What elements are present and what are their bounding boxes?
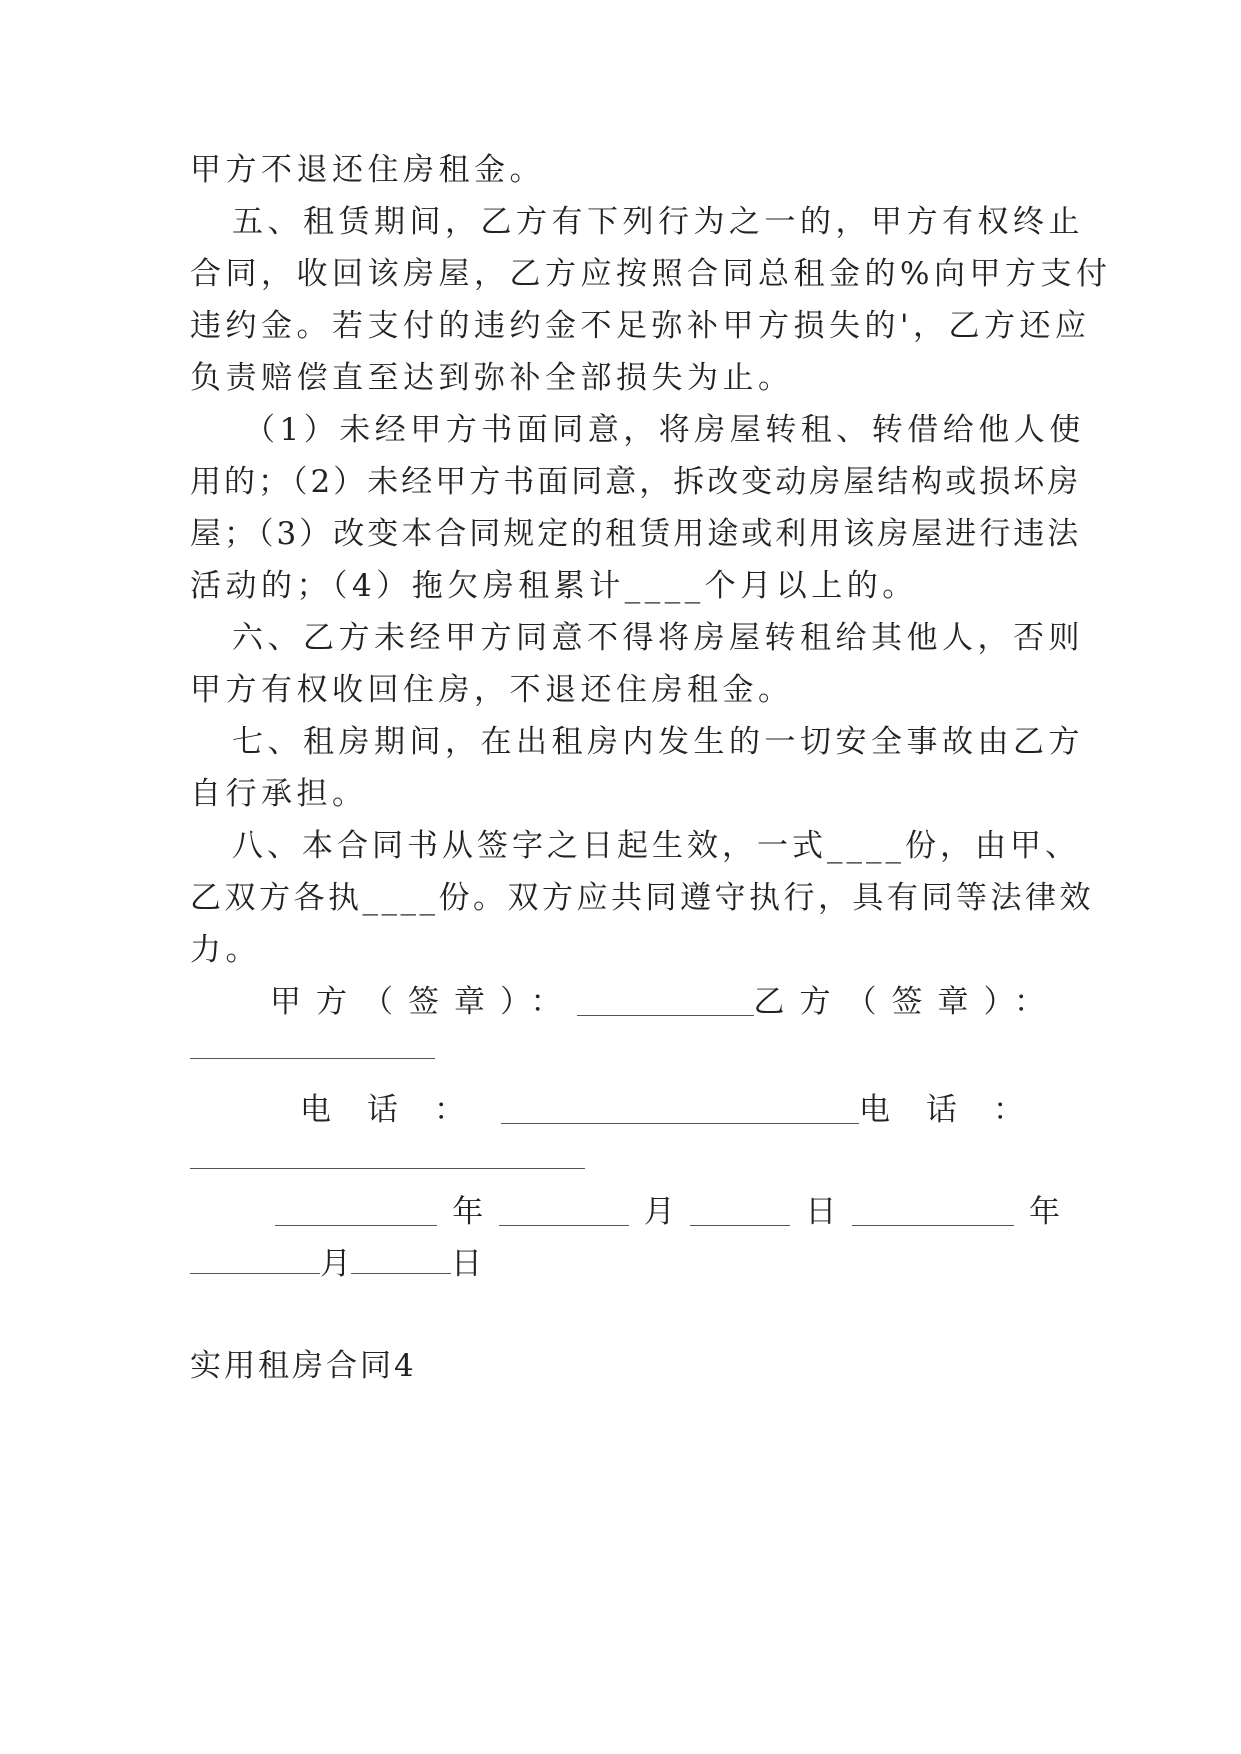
party-b-signature-label: 乙方（签章）：	[753, 984, 1060, 1020]
paragraph-line: 五、租赁期间，乙方有下列行为之一的，甲方有权终止	[232, 204, 1084, 240]
paragraph-line: 甲方不退还住房租金。	[190, 152, 545, 188]
paragraph-line: 乙双方各执____份。双方应共同遵守执行，具有同等法律效	[190, 880, 1094, 916]
year-blank	[852, 1199, 1014, 1226]
phone-row	[300, 1090, 1060, 1130]
party-b-phone-label: 电话：	[859, 1092, 1060, 1128]
paragraph-line: 负责赔偿直至达到弥补全部损失为止。	[190, 360, 794, 396]
date-row-continued	[190, 1244, 1060, 1284]
party-b-signature-blank	[190, 1058, 435, 1059]
year-label: 年	[1028, 1194, 1060, 1230]
day-label: 日	[451, 1246, 482, 1282]
paragraph-line: 自行承担。	[190, 776, 368, 812]
month-label: 月	[320, 1246, 351, 1282]
month-blank	[499, 1199, 629, 1226]
month-blank	[190, 1247, 320, 1274]
signature-row	[270, 982, 1060, 1022]
day-blank	[351, 1247, 451, 1274]
paragraph-line: 屋；（3）改变本合同规定的租赁用途或利用该房屋进行违法	[190, 516, 1082, 552]
paragraph-line: （1）未经甲方书面同意，将房屋转租、转借给他人使	[244, 412, 1085, 448]
paragraph-line: 用的；（2）未经甲方书面同意，拆改变动房屋结构或损坏房	[190, 464, 1082, 500]
paragraph-line: 合同，收回该房屋，乙方应按照合同总租金的%向甲方支付	[190, 256, 1112, 292]
party-b-phone-blank	[190, 1168, 585, 1169]
paragraph-line: 八、本合同书从签字之日起生效，一式____份，由甲、	[232, 828, 1080, 864]
day-label: 日	[805, 1194, 837, 1230]
party-a-signature-blank	[577, 989, 754, 1016]
paragraph-line: 七、租房期间，在出租房内发生的一切安全事故由乙方	[232, 724, 1084, 760]
month-label: 月	[643, 1194, 675, 1230]
year-blank	[275, 1199, 437, 1226]
paragraph-line: 六、乙方未经甲方同意不得将房屋转租给其他人，否则	[232, 620, 1084, 656]
party-a-signature-label: 甲方（签章）：	[270, 984, 577, 1020]
section-heading: 实用租房合同4	[190, 1348, 417, 1384]
paragraph-line: 甲方有权收回住房，不退还住房租金。	[190, 672, 794, 708]
date-row	[275, 1192, 1060, 1232]
day-blank	[690, 1199, 790, 1226]
year-label: 年	[452, 1194, 484, 1230]
party-a-phone-blank	[501, 1097, 859, 1124]
party-a-phone-label: 电话：	[300, 1092, 501, 1128]
paragraph-line: 活动的；（4）拖欠房租累计____个月以上的。	[190, 568, 918, 604]
paragraph-line: 力。	[190, 932, 261, 968]
paragraph-line: 违约金。若支付的违约金不足弥补甲方损失的'，乙方还应	[190, 308, 1091, 344]
